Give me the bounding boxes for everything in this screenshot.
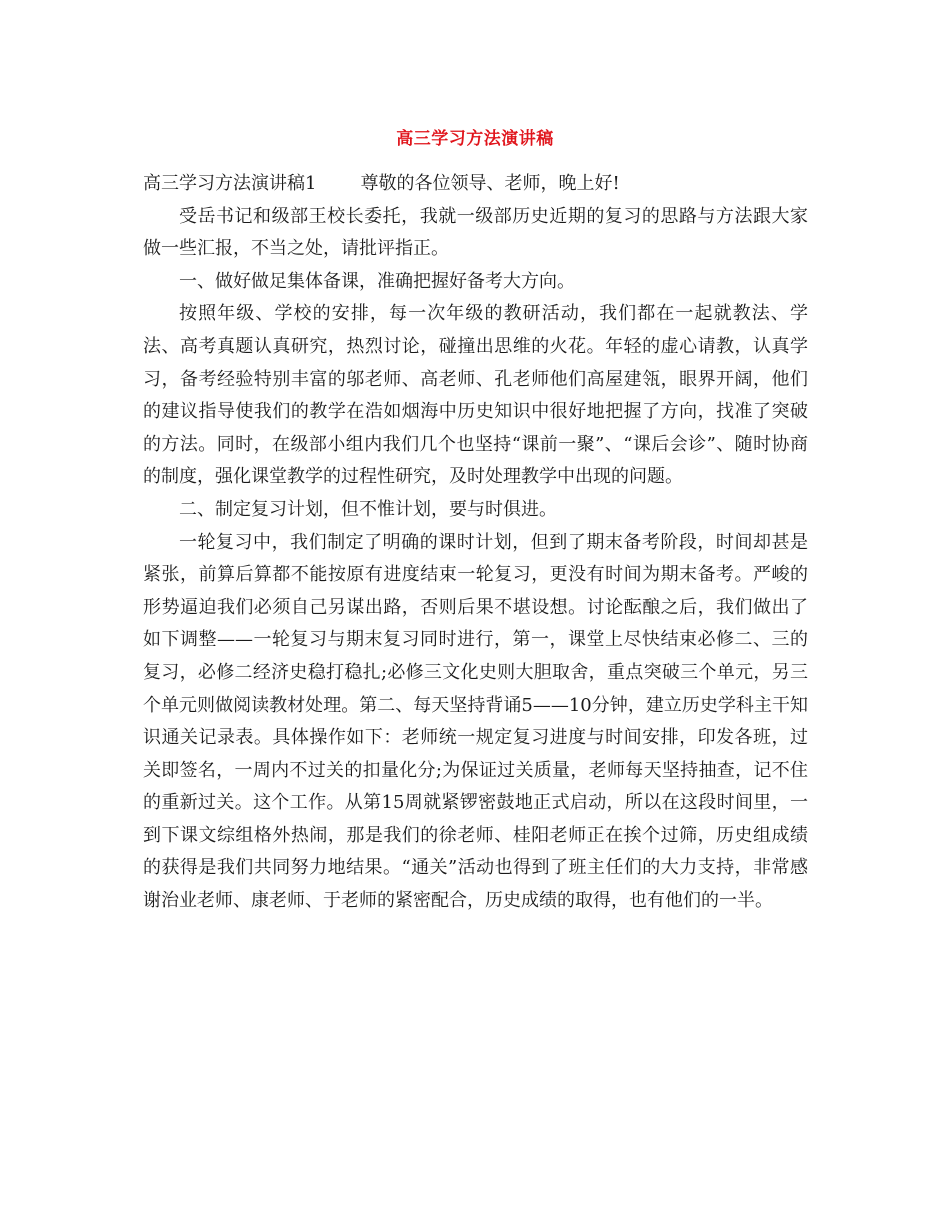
paragraph-section-2: 一轮复习中，我们制定了明确的课时计划，但到了期末备考阶段，时间却甚是紧张，前算后算都不能按原有进度结束一轮复习，更没有时间为期末备考。严峻的形势逼迫我们必须自己另谋出路，否则后果不堪设想。讨论酝酿之后，我们做出了如下调整——一轮复习与期末复习同时进行，第一，课堂上尽快结束必修二、三的复习，必修二经济史稳打稳扎;必修三文化史则大胆取舍，重点突破三个单元，另三个单元则做阅读教材处理。第二、每天坚持背诵5——10分钟，建立历史学科主干知识通关记录表。具体操作如下：老师统一规定复习进度与时间安排，印发各班，过关即签名，一周内不过关的扣量化分;为保证过关质量，老师每天坚持抽查，记不住的重新过关。这个工作。从第15周就紧锣密鼓地正式启动，所以在这段时间里，一到下课文综组格外热闹，那是我们的徐老师、桂阳老师正在挨个过筛，历史组成绩的获得是我们共同努力地结果。“通关”活动也得到了班主任们的大力支持，非常感谢治业老师、康老师、于老师的紧密配合，历史成绩的取得，也有他们的一半。 (143, 531, 808, 912)
section-heading-1: 一、做好做足集体备课，准确把握好备考大方向。 (179, 270, 575, 292)
speech-label: 高三学习方法演讲稿1 (143, 173, 317, 194)
document-title: 高三学习方法演讲稿 (396, 129, 554, 149)
document-body (143, 168, 808, 918)
section-heading-2: 二、制定复习计划，但不惟计划，要与时俱进。 (179, 498, 557, 520)
header-line (143, 168, 808, 201)
greeting: 尊敬的各位领导、老师，晚上好! (360, 173, 620, 194)
paragraph-section-1: 按照年级、学校的安排，每一次年级的教研活动，我们都在一起就教法、学法、高考真题认真研究，热烈讨论，碰撞出思维的火花。年轻的虚心请教，认真学习，备考经验特别丰富的邬老师、高老师、孔老师他们高屋建瓴，眼界开阔，他们的建议指导使我们的教学在浩如烟海中历史知识中很好地把握了方向，找准了突破的方法。同时，在级部小组内我们几个也坚持“课前一聚”、“课后会诊”、随时协商的制度，强化课堂教学的过程性研究，及时处理教学中出现的问题。 (143, 303, 808, 488)
paragraph-intro: 受岳书记和级部王校长委托，我就一级部历史近期的复习的思路与方法跟大家做一些汇报，不当之处，请批评指正。 (143, 205, 808, 260)
